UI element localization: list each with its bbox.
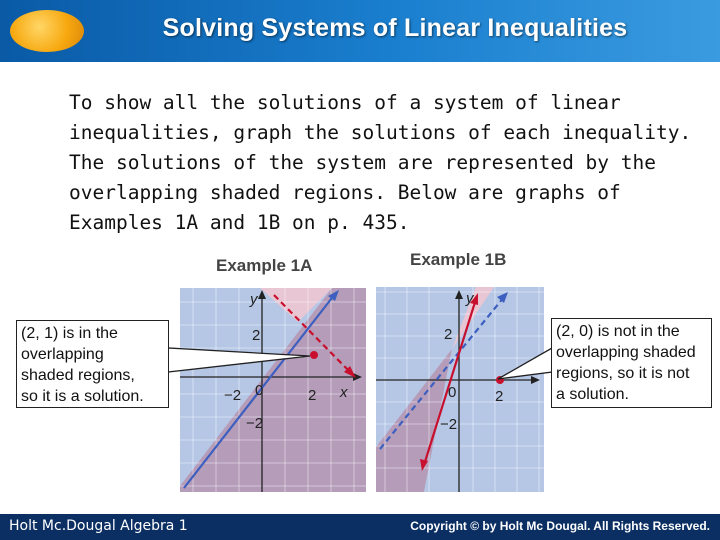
body-line: The solutions of the system are represented by the — [69, 151, 656, 174]
body-line: To show all the solutions of a system of linear — [69, 91, 621, 114]
graph-a-tick-x-origin: 0 — [255, 382, 264, 399]
graph-a-y-label: y — [250, 291, 258, 308]
callout-a — [16, 320, 169, 408]
graph-b-tick-y-pos: 2 — [444, 326, 453, 343]
callout-b-pointer — [498, 348, 552, 379]
callout-a-line: (2, 1) is in the — [21, 325, 118, 342]
callout-b — [551, 318, 712, 408]
callout-b-line: (2, 0) is not in the — [556, 323, 680, 340]
slide-title: Solving Systems of Linear Inequalities — [162, 14, 628, 42]
body-line: inequalities, graph the solutions of each inequality. — [69, 121, 692, 144]
callout-a-line: overlapping — [21, 346, 104, 363]
body-line: Examples 1A and 1B on p. 435. — [69, 211, 410, 234]
graph-a-tick-y-neg: −2 — [246, 415, 264, 432]
callout-b-line: a solution. — [556, 386, 629, 403]
footer-bar — [0, 514, 720, 540]
body-line: overlapping shaded regions. Below are graphs of — [69, 181, 621, 204]
callout-a-pointer — [168, 348, 310, 372]
graph-b-title: Example 1B — [410, 250, 507, 269]
graph-b-tick-y-neg: −2 — [440, 416, 458, 433]
graph-b-tick-x-origin: 0 — [448, 384, 457, 401]
graph-b-y-label: y — [466, 290, 474, 307]
graph-a-tick-x-neg: −2 — [224, 387, 242, 404]
footer-copyright: Copyright © by Holt Mc Dougal. All Rights Reserved. — [410, 519, 710, 533]
callout-a-line: shaded regions, — [21, 367, 135, 384]
graph-b-tick-x-pos: 2 — [495, 388, 504, 405]
footer-publisher: Holt Mc.Dougal Algebra 1 — [9, 518, 188, 534]
graph-a-tick-x-pos: 2 — [308, 387, 317, 404]
graph-a-x-label: x — [340, 384, 348, 401]
callout-b-line: regions, so it is not — [556, 365, 690, 382]
graph-a-tick-y-pos: 2 — [252, 327, 261, 344]
graph-a-title: Example 1A — [216, 256, 313, 275]
callout-a-line: so it is a solution. — [21, 388, 144, 405]
callout-b-line: overlapping shaded — [556, 344, 696, 361]
